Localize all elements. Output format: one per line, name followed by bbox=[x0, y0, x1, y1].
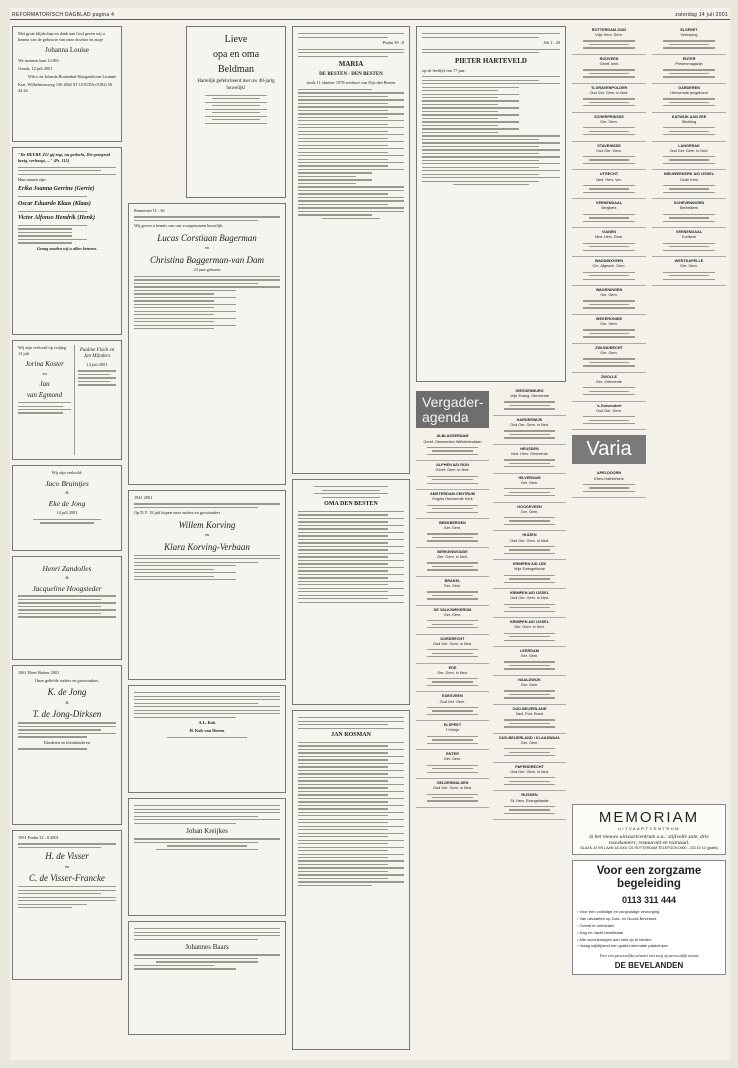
engagement-2 bbox=[12, 465, 122, 551]
death1-sub: DE BESTEN - DEN BESTEN bbox=[319, 72, 383, 78]
service-listing bbox=[493, 445, 566, 474]
thanks2-name: Johan Kreijkes bbox=[186, 827, 228, 836]
service-listing bbox=[572, 170, 646, 199]
service-place: VIANEN bbox=[601, 230, 617, 235]
service-listing bbox=[493, 734, 566, 763]
service-place: HOOGEVEEN bbox=[517, 504, 542, 509]
service-church: St. Herv. Evangelisatie bbox=[510, 798, 549, 803]
service-listing bbox=[493, 503, 566, 532]
service-church: Bethelkerk bbox=[680, 206, 698, 211]
text-lines bbox=[18, 167, 116, 175]
anniversary-1 bbox=[12, 665, 122, 825]
service-listing bbox=[572, 199, 646, 228]
service-listing bbox=[572, 26, 646, 55]
service-listing bbox=[572, 469, 646, 498]
service-listing bbox=[416, 548, 489, 577]
service-listing bbox=[416, 750, 489, 779]
service-church: Ger. Gemeente bbox=[596, 379, 622, 384]
zorgzame-item: › Overal te ontbieden bbox=[577, 923, 721, 930]
service-church: Hervormde jeugdbond bbox=[670, 90, 708, 95]
service-church: Ger. Gem. bbox=[520, 654, 539, 659]
service-place: UTRECHT bbox=[599, 172, 619, 177]
engaged2-and: & bbox=[65, 490, 69, 496]
service-church: Oud Ger. Gem. bbox=[596, 148, 622, 153]
service-church: Geref. Gem. in Ned. bbox=[435, 468, 470, 473]
service-church: Ger. Gem. in Ned. bbox=[437, 670, 468, 675]
birth-address: Kon. Wilhelminaweg 156 2802 ST GOUDA (0182) 56 44 44 bbox=[18, 82, 113, 94]
service-place: SCHERPENISSE bbox=[594, 114, 624, 119]
lieve-line3: Beldman bbox=[217, 64, 255, 75]
column-2 bbox=[128, 26, 286, 1040]
service-church: Oud Ger. Gem. bbox=[596, 408, 622, 413]
engaged1-name-b: Jan bbox=[39, 380, 50, 389]
grandkid-3: Victor Alfonso Hendrik (Henk) bbox=[18, 215, 95, 222]
zorgzame-phone: 0113 311 444 bbox=[621, 895, 677, 906]
service-place: EDESVEEN bbox=[442, 694, 463, 699]
zorgzame-title: Voor een zorgzame begeleiding bbox=[596, 865, 702, 891]
service-listing bbox=[416, 635, 489, 664]
service-listing bbox=[416, 519, 489, 548]
death1-title: MARIA bbox=[338, 60, 364, 69]
column-3 bbox=[292, 26, 410, 1055]
column-5 bbox=[572, 26, 646, 498]
zorgzame-item: › Alle voorzieningen aan huis op te bieden bbox=[577, 937, 721, 944]
wedding1-intro: Wij geven u kennis van ons voorgenomen huwelijk: bbox=[134, 223, 224, 229]
wedding1-and: en bbox=[204, 245, 210, 251]
memoriam-tag: in het nieuwe uitvaartcentrum o.a.: stijlvolle zale, drie rouwkamers, restaurant en toonzaal. bbox=[589, 834, 709, 846]
zorgzame-ad[interactable] bbox=[572, 860, 726, 975]
memoriam-sub: UITVAARTCENTRUM bbox=[618, 826, 680, 831]
service-place: APELDOORN bbox=[596, 471, 622, 476]
wedding1-verse: Romeinen 11 : 36 bbox=[134, 208, 165, 213]
service-place: WAGENINGEN bbox=[595, 288, 623, 293]
service-church: Ger. Gem. bbox=[520, 509, 539, 514]
service-place: KRIMPEN A/D LEK bbox=[512, 562, 547, 567]
service-place: WADDINXVEEN bbox=[594, 259, 624, 264]
wedding2-and: en bbox=[204, 532, 210, 538]
service-church: Geref. kerk bbox=[599, 62, 619, 67]
service-place: WESTKAPELLE bbox=[674, 259, 704, 264]
service-place: 'S-GRAVENPOLDER bbox=[590, 85, 628, 90]
service-place: ZWIJNDRECHT bbox=[595, 345, 623, 350]
grandkids-intro: Hun namen zijn: bbox=[18, 177, 47, 183]
ads-area bbox=[572, 804, 726, 975]
newspaper-page bbox=[10, 8, 730, 1060]
service-church: Ger. Gem. bbox=[443, 612, 462, 617]
wedding-announcement-2 bbox=[128, 490, 286, 680]
service-church: Ned. Herv. Gem. bbox=[594, 235, 624, 240]
service-church: Ger. Gem. bbox=[520, 480, 539, 485]
service-place: KRIMPEN A/D IJSSEL bbox=[509, 620, 550, 625]
service-listing bbox=[652, 228, 726, 257]
engagement-3 bbox=[12, 556, 122, 660]
service-listing bbox=[572, 84, 646, 113]
service-place: OUD-BEIJERLAND bbox=[512, 706, 547, 711]
wedding2-groom: Willem Korving bbox=[178, 519, 236, 530]
service-church: Oud Ger. Gem. in Ned. bbox=[510, 769, 549, 774]
wedding-announcement-1 bbox=[128, 203, 286, 485]
service-church: Oud Ger. Gem. bbox=[439, 699, 466, 704]
service-church: Ger. Gem. bbox=[600, 293, 618, 298]
grandkids-announcement bbox=[12, 147, 122, 335]
service-listing bbox=[416, 692, 489, 721]
birth-place: Gouda, 12 juli 2001 bbox=[18, 65, 53, 71]
service-church: Ned. Herv. Gemeente bbox=[511, 451, 548, 456]
service-place: VEENENDAAL bbox=[595, 201, 623, 206]
services-column5-list bbox=[572, 26, 646, 430]
anniversary-2 bbox=[12, 830, 122, 980]
service-place: KRIMPEN A/D IJSSEL bbox=[509, 591, 550, 596]
service-place: OUD-BEIJERLAND / KLAASWAAL bbox=[498, 735, 561, 740]
engaged2-name-a: Jaco Bruintjes bbox=[45, 479, 89, 489]
service-place: 's-Gravendeel bbox=[596, 403, 622, 408]
engaged3-name-a: Henri Zandolles bbox=[42, 564, 92, 573]
lieve-line2: opa en oma bbox=[212, 49, 260, 60]
anniv1-and: & bbox=[65, 700, 69, 706]
memoriam-title: MEMORIAM bbox=[598, 809, 700, 826]
service-church: Prekenmagazijn bbox=[675, 62, 703, 67]
service-listing bbox=[572, 402, 646, 431]
service-church: Ger. Gem. bbox=[443, 583, 462, 588]
service-listing bbox=[652, 55, 726, 84]
death-notice-3 bbox=[292, 710, 410, 1050]
service-church: Vrije Herv. Gem. bbox=[595, 33, 623, 38]
wedding2-bride: Klara Korving-Verbaan bbox=[164, 541, 250, 552]
grandkid-1: Erika Joanna Gerrine (Gerrie) bbox=[18, 186, 95, 193]
grandkids-footer: Graag zouden wij u allen kennen. bbox=[37, 245, 97, 251]
service-church: Vrije Evangelische bbox=[513, 567, 546, 572]
varia-heading: Varia bbox=[572, 435, 646, 464]
service-listing bbox=[493, 618, 566, 647]
service-church: Ger. Gem. in Ned. bbox=[514, 625, 545, 630]
engaged2-title: Wij zijn verloofd: bbox=[51, 470, 83, 475]
service-place: BEEKBERGEN bbox=[439, 521, 466, 526]
service-place: HEUSDEN bbox=[520, 446, 539, 451]
service-listing bbox=[572, 142, 646, 171]
service-place: GARDEREN bbox=[678, 85, 700, 90]
service-place: ALBLASSERDAM bbox=[436, 434, 469, 439]
service-place: DE VALK/WEKEROM bbox=[433, 607, 472, 612]
thanks1-sign2: H. Kok-van Dieren bbox=[189, 728, 225, 734]
service-place: BRAKEL bbox=[444, 578, 461, 583]
service-church: Engels Hervormde Kerk bbox=[432, 497, 473, 502]
service-church: Ger. Gem. bbox=[600, 350, 618, 355]
service-church: Oude Kerk bbox=[679, 177, 699, 182]
anniv1-years: 1961 Eben Haëzer 2001 bbox=[18, 670, 60, 675]
engaged3-name-b: Jacqueline Hoogsteder bbox=[32, 584, 102, 594]
service-listing bbox=[572, 315, 646, 344]
service-church: Ger. Gem. bbox=[520, 740, 539, 745]
service-listing bbox=[416, 721, 489, 750]
wedding1-groom: Lucas Corstiaan Bagerman bbox=[157, 232, 257, 243]
service-place: HARDERWIJK bbox=[516, 417, 543, 422]
service-church: 't Kerkje bbox=[445, 728, 460, 733]
service-church: Ger. Gem. bbox=[600, 322, 618, 327]
birth-parents: Wilco en Jolanda Bontenbal-Hoogendoorn Lisanne bbox=[27, 74, 116, 80]
service-place: HUIZEN bbox=[522, 533, 537, 538]
service-listing bbox=[652, 142, 726, 171]
engaged1-and: en bbox=[42, 370, 47, 376]
engaged1-left: Wij zijn verloofd op vrijdag 13 juli bbox=[18, 345, 67, 357]
service-church: Oud Ger. Gem. in Ned. bbox=[510, 596, 549, 601]
thanks-announcement-2 bbox=[128, 798, 286, 916]
death1-sub2: sinds 11 oktober 1978 weduwe van Nijs den Besten bbox=[306, 80, 396, 86]
lieve-title: Lieve bbox=[224, 34, 248, 45]
anniv1-name-b: T. de Jong-Dirksen bbox=[32, 709, 102, 720]
service-church: Oud Ger. Gem. in Ned. bbox=[589, 90, 629, 95]
wedding1-bride: Christina Baggerman-van Dam bbox=[150, 254, 264, 265]
service-listing bbox=[416, 577, 489, 606]
service-listing bbox=[416, 490, 489, 519]
service-place: RIJSSEN bbox=[521, 793, 538, 798]
service-place: ROTTERDAM-ZUID bbox=[591, 28, 627, 32]
service-church: Ger. Gem. bbox=[600, 119, 618, 124]
service-church: Stichting bbox=[681, 119, 697, 124]
service-place: GIESSENBURG bbox=[515, 389, 544, 393]
anniv2-and: en bbox=[64, 863, 70, 869]
service-place: ENTER bbox=[682, 56, 696, 61]
engaged2-date: 14 juli 2001 bbox=[56, 510, 78, 516]
engaged2-name-b: Eke de Jong bbox=[48, 499, 86, 509]
anniv2-name-b: C. de Visser-Francke bbox=[29, 873, 105, 884]
service-listing bbox=[493, 560, 566, 589]
service-church: Oud Ger. Gem. in Ned. bbox=[433, 641, 472, 646]
zorgzame-item: › Van uitvaarten op Zuid- en Noord-Beveland bbox=[577, 916, 721, 923]
services-right-list bbox=[493, 387, 566, 820]
service-church: Ger. Gem. bbox=[520, 683, 539, 688]
grandkid-2: Oscar Eduardo Klaas (Klaas) bbox=[18, 200, 91, 207]
service-place: GELDERMALSEN bbox=[436, 781, 469, 786]
death2-title: OMA DEN BESTEN bbox=[324, 501, 378, 508]
death-notice-2 bbox=[292, 479, 410, 705]
agenda-section bbox=[416, 387, 566, 820]
service-listing bbox=[652, 113, 726, 142]
zorgzame-item: › Dag en nacht bereikbaar bbox=[577, 930, 721, 937]
death-notice-1 bbox=[292, 26, 410, 474]
anniv1-name-a: K. de Jong bbox=[47, 687, 87, 698]
death4-title: PIETER HARTEVELD bbox=[455, 56, 527, 65]
service-church: Geref. Gemeenten Wilhelminalaan bbox=[423, 439, 482, 444]
zorgzame-brand: DE BEVELANDEN bbox=[614, 961, 684, 971]
service-church: Vrije Evang. Gemeente bbox=[509, 394, 550, 399]
service-listing bbox=[416, 779, 489, 808]
service-church: Korlkerk bbox=[682, 235, 696, 240]
lieve-announcement bbox=[186, 26, 286, 198]
death4-sub: op de leeftijd van 77 jaar. bbox=[422, 67, 466, 73]
engaged1-name-c: van Egmond bbox=[26, 391, 63, 400]
service-listing bbox=[493, 589, 566, 618]
anniv2-name-a: H. de Visser bbox=[45, 851, 89, 862]
service-place: STAVENISSE bbox=[597, 143, 621, 148]
service-listing bbox=[652, 84, 726, 113]
service-place: PAPENDRECHT bbox=[515, 764, 544, 769]
service-place: ROUVEEN bbox=[599, 56, 619, 61]
service-listing bbox=[493, 647, 566, 676]
anniv1-intro: Onze geliefde ouders en grootouders, bbox=[34, 678, 100, 684]
service-church: Verkoping bbox=[680, 33, 698, 38]
page-header bbox=[10, 8, 730, 20]
service-church: Oud Ger. Gem. in Ned. bbox=[669, 148, 709, 153]
service-place: NIEUWERKERK A/D IJSSEL bbox=[663, 172, 715, 177]
wedding2-years: 1941 2001 bbox=[134, 495, 153, 500]
service-listing bbox=[652, 26, 726, 55]
birth-name: Johanna Louise bbox=[45, 46, 89, 55]
services-column5b-list bbox=[572, 469, 646, 498]
service-listing bbox=[416, 606, 489, 635]
service-church: Ger. Gem. bbox=[680, 264, 698, 269]
service-church: Ger. Gem. bbox=[443, 526, 462, 531]
service-listing bbox=[652, 170, 726, 199]
thanks1-sign1: A.L. Kok bbox=[198, 720, 216, 726]
engaged1-right: Pauline Flach en Jan Mijnders bbox=[79, 348, 115, 359]
death3-title: JAN ROSMAN bbox=[331, 732, 371, 739]
thanks-announcement-1 bbox=[128, 685, 286, 793]
service-place: SCHEVENINGEN bbox=[673, 201, 705, 206]
zorgzame-foot: Voor een persoonlijke uitvaart met zorg op persoonlijk niveau bbox=[599, 953, 699, 959]
service-listing bbox=[572, 344, 646, 373]
engaged3-and: & bbox=[65, 575, 69, 580]
service-listing bbox=[493, 763, 566, 792]
service-church: Ned. Herv. Ver. bbox=[596, 177, 622, 182]
column-6 bbox=[652, 26, 726, 286]
agenda-left bbox=[416, 387, 489, 820]
service-listing bbox=[493, 416, 566, 445]
grandkids-verse: "De HEERE ZIJ gij zegt, nu gedacht, Die gezegend bezig, verhoogt, ..." (Ps. 115) bbox=[18, 152, 110, 164]
header-date: zaterdag 14 juli 2001 bbox=[675, 12, 728, 18]
column-1 bbox=[12, 26, 122, 985]
service-listing bbox=[652, 257, 726, 286]
service-listing bbox=[493, 676, 566, 705]
service-listing bbox=[572, 228, 646, 257]
service-listing bbox=[572, 286, 646, 315]
zorgzame-item: › Voor een volledige en zorgvuldige verzorging bbox=[577, 909, 721, 916]
column-4 bbox=[416, 26, 566, 820]
service-place: LANGERAK bbox=[678, 143, 700, 148]
service-place: ENTER bbox=[446, 752, 459, 757]
service-listing bbox=[493, 791, 566, 820]
service-church: Ger. Gem. in Ned. bbox=[437, 555, 468, 560]
service-listing bbox=[416, 461, 489, 490]
engaged1-date: 14 juli 2001 bbox=[86, 362, 108, 367]
services-column6-list bbox=[652, 26, 726, 286]
service-place: ALPHEN A/D RIJN bbox=[436, 463, 469, 468]
service-listing bbox=[493, 474, 566, 503]
death-notice-4 bbox=[416, 26, 566, 382]
service-place: EDE bbox=[448, 665, 457, 670]
thanks-announcement-3 bbox=[128, 921, 286, 1035]
wedding2-intro: Op D.V. 18 juli hopen onze ouders en grootouders bbox=[134, 510, 221, 516]
anniv2-years: 1951 Psalm 32 : 8 2001 bbox=[18, 835, 59, 840]
service-church: Eben-Haëzerkerk bbox=[594, 476, 624, 481]
service-place: LEERDAM bbox=[520, 649, 539, 654]
death1-verse: Psalm 39 : 8 bbox=[382, 40, 404, 46]
death4-verse: Job 1 : 20 bbox=[543, 40, 560, 46]
anniv1-footer: Kinderen en kleinkinderen bbox=[44, 739, 90, 745]
memoriam-contact: GLAAK 24 EN LAAN 18 3001 CS ROTTERDAM TELEFOON 0900 - 233 10 10 (gratis) bbox=[580, 846, 718, 850]
service-listing bbox=[493, 387, 566, 416]
service-listing bbox=[572, 257, 646, 286]
service-listing bbox=[572, 113, 646, 142]
service-place: NAALDWIJK bbox=[518, 677, 541, 682]
thanks3-name: Johannes Baars bbox=[185, 943, 229, 952]
service-listing bbox=[572, 55, 646, 84]
wedding1-date: 24 juni geboren bbox=[193, 267, 221, 273]
vergader-agenda-heading: Vergader-agenda bbox=[416, 391, 489, 428]
service-church: Chr. Afgesch. Gem. bbox=[592, 264, 626, 269]
service-place: KATWIJK AAN ZEE bbox=[671, 114, 707, 119]
service-listing bbox=[416, 664, 489, 693]
engagement-1 bbox=[12, 340, 122, 460]
service-place: WEKERONIDE bbox=[595, 316, 623, 321]
birth-intro: Met grote blijdschap en dank aan God geven wij u kennis van de geboorte van onze dochter en zusje bbox=[18, 31, 105, 43]
engaged1-name-a: Jorina Koster bbox=[25, 360, 64, 369]
birth-sub: We noemen haar LOES. bbox=[18, 57, 60, 63]
service-place: ELSPEET bbox=[443, 723, 462, 728]
services-left-list bbox=[416, 432, 489, 808]
service-place: ZWOLLE bbox=[600, 374, 618, 379]
service-church: Bergkerk bbox=[601, 206, 617, 211]
service-church: Oud Ger. Gem. in Ned. bbox=[510, 423, 549, 428]
service-place: HILVERSUM bbox=[518, 475, 541, 480]
memoriam-ad[interactable] bbox=[572, 804, 726, 855]
service-church: Ger. Gem. bbox=[443, 757, 462, 762]
zorgzame-item: › Vraag vrijblijvend een gratis informatie pakket aan bbox=[577, 943, 721, 950]
lieve-line4: Hartelijk gefeliciteerd met uw 40-jarig huwelijk! bbox=[197, 79, 275, 92]
birth-announcement bbox=[12, 26, 122, 142]
service-listing bbox=[493, 705, 566, 734]
service-place: AMSTERDAM-CENTRUM bbox=[430, 492, 475, 497]
service-listing bbox=[652, 199, 726, 228]
service-place: VEENENDAAL bbox=[675, 230, 703, 235]
service-place: ELSPEET bbox=[680, 28, 698, 32]
service-church: Oud Ger. Gem. in Ned. bbox=[510, 538, 549, 543]
service-place: DORDRECHT bbox=[440, 636, 465, 641]
service-church: Oud Ger. Gem. in Ned. bbox=[433, 786, 472, 791]
header-left: REFORMATORISCH DAGBLAD pagina 4 bbox=[12, 12, 115, 18]
service-place: BERKENWOUDE bbox=[437, 549, 468, 554]
service-listing bbox=[416, 432, 489, 461]
service-listing bbox=[572, 373, 646, 402]
service-church: Ned. Prot. Bond bbox=[515, 711, 544, 716]
zorgzame-list bbox=[577, 909, 721, 950]
service-listing bbox=[493, 531, 566, 560]
